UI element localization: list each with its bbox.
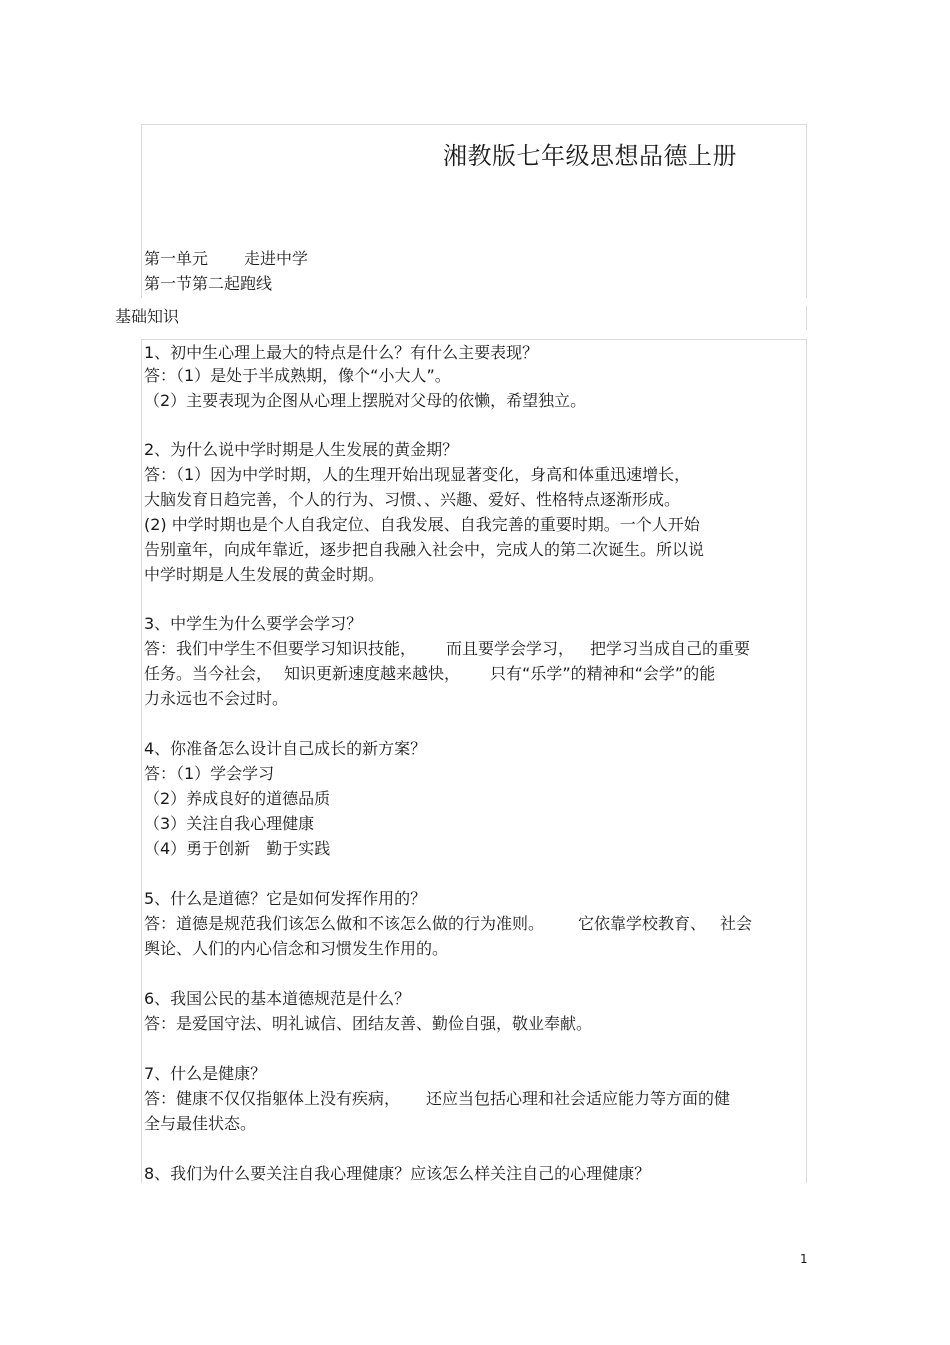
unit-name: 走进中学	[244, 249, 309, 268]
question-5: 5、什么是道德？它是如何发挥作用的？	[144, 889, 427, 908]
answer-line: 告别童年，向成年靠近，逐步把自我融入社会中，完成人的第二次诞生。所以说	[144, 540, 705, 559]
question-8: 8、我们为什么要关注自我心理健康？应该怎么样关注自己的心理健康？	[144, 1164, 651, 1183]
answer-segment: 答：我们中学生不但要学习知识技能，	[144, 639, 417, 658]
answer-segment: （4）勇于创新	[144, 839, 251, 858]
answer-segment: 把学习当成自己的重要	[590, 639, 751, 658]
answer-line: （2）养成良好的道德品质	[144, 789, 331, 808]
question-2: 2、为什么说中学时期是人生发展的黄金期？	[144, 440, 459, 459]
frame-edge	[806, 306, 807, 330]
answer-segment: 知识更新速度越来越快，	[284, 664, 461, 683]
document-title: 湘教版七年级思想品德上册	[443, 142, 737, 170]
question-6: 6、我国公民的基本道德规范是什么？	[144, 989, 411, 1008]
question-7: 7、什么是健康？	[144, 1064, 267, 1083]
answer-line: 中学时期是人生发展的黄金时期。	[144, 565, 385, 584]
page-number: 1	[800, 1252, 808, 1266]
answer-line: （3）关注自我心理健康	[144, 814, 315, 833]
answer-line	[144, 839, 330, 859]
answer-line: (2) 中学时期也是个人自我定位、自我发展、自我完善的重要时期。一个人开始	[144, 515, 700, 534]
answer-line: 答：（1）因为中学时期，人的生理开始出现显著变化，身高和体重迅速增长，	[144, 465, 691, 484]
question-1: 1、初中生心理上最大的特点是什么？有什么主要表现？	[144, 343, 539, 362]
answer-line	[144, 664, 715, 684]
answer-line	[144, 639, 750, 659]
answer-segment: 答：道德是规范我们该怎么做和不该怎么做的行为准则。	[144, 914, 545, 933]
answer-segment: 任务。当今社会，	[144, 664, 273, 683]
answer-segment: 还应当包括心理和社会适应能力等方面的健	[426, 1089, 731, 1108]
answer-line	[144, 1089, 730, 1109]
answer-line: 答：（1）学会学习	[144, 764, 275, 783]
basics-label: 基础知识	[115, 307, 180, 326]
answer-line	[144, 914, 752, 934]
answer-line: （2）主要表现为企图从心理上摆脱对父母的依懒，希望独立。	[144, 391, 587, 410]
question-3: 3、中学生为什么要学会学习？	[144, 614, 363, 633]
unit-heading	[144, 249, 308, 269]
answer-line: 全与最佳状态。	[144, 1114, 257, 1133]
answer-line: 舆论、人们的内心信念和习惯发生作用的。	[144, 939, 449, 958]
unit-label: 第一单元	[144, 249, 209, 268]
answer-segment: 社会	[720, 914, 753, 933]
answer-line: 大脑发育日趋完善，个人的行为、习惯、、兴趣、爱好、性格特点逐渐形成。	[144, 490, 681, 509]
answer-segment: 而且要学会学习，	[446, 639, 575, 658]
answer-segment: 勤于实践	[266, 839, 331, 858]
answer-segment: 答：健康不仅仅指躯体上没有疾病，	[144, 1089, 401, 1108]
section-heading: 第一节第二起跑线	[144, 274, 273, 293]
answer-line: 答：（1）是处于半成熟期，像个“小大人”。	[144, 366, 451, 385]
answer-line: 力永远也不会过时。	[144, 689, 289, 708]
answer-segment: 它依靠学校教育、	[578, 914, 707, 933]
answer-line: 答：是爱国守法、明礼诚信、团结友善、勤俭自强，敬业奉献。	[144, 1014, 593, 1033]
question-4: 4、你准备怎么设计自己成长的新方案？	[144, 739, 427, 758]
answer-segment: 只有“乐学”的精神和“会学”的能	[490, 664, 716, 683]
